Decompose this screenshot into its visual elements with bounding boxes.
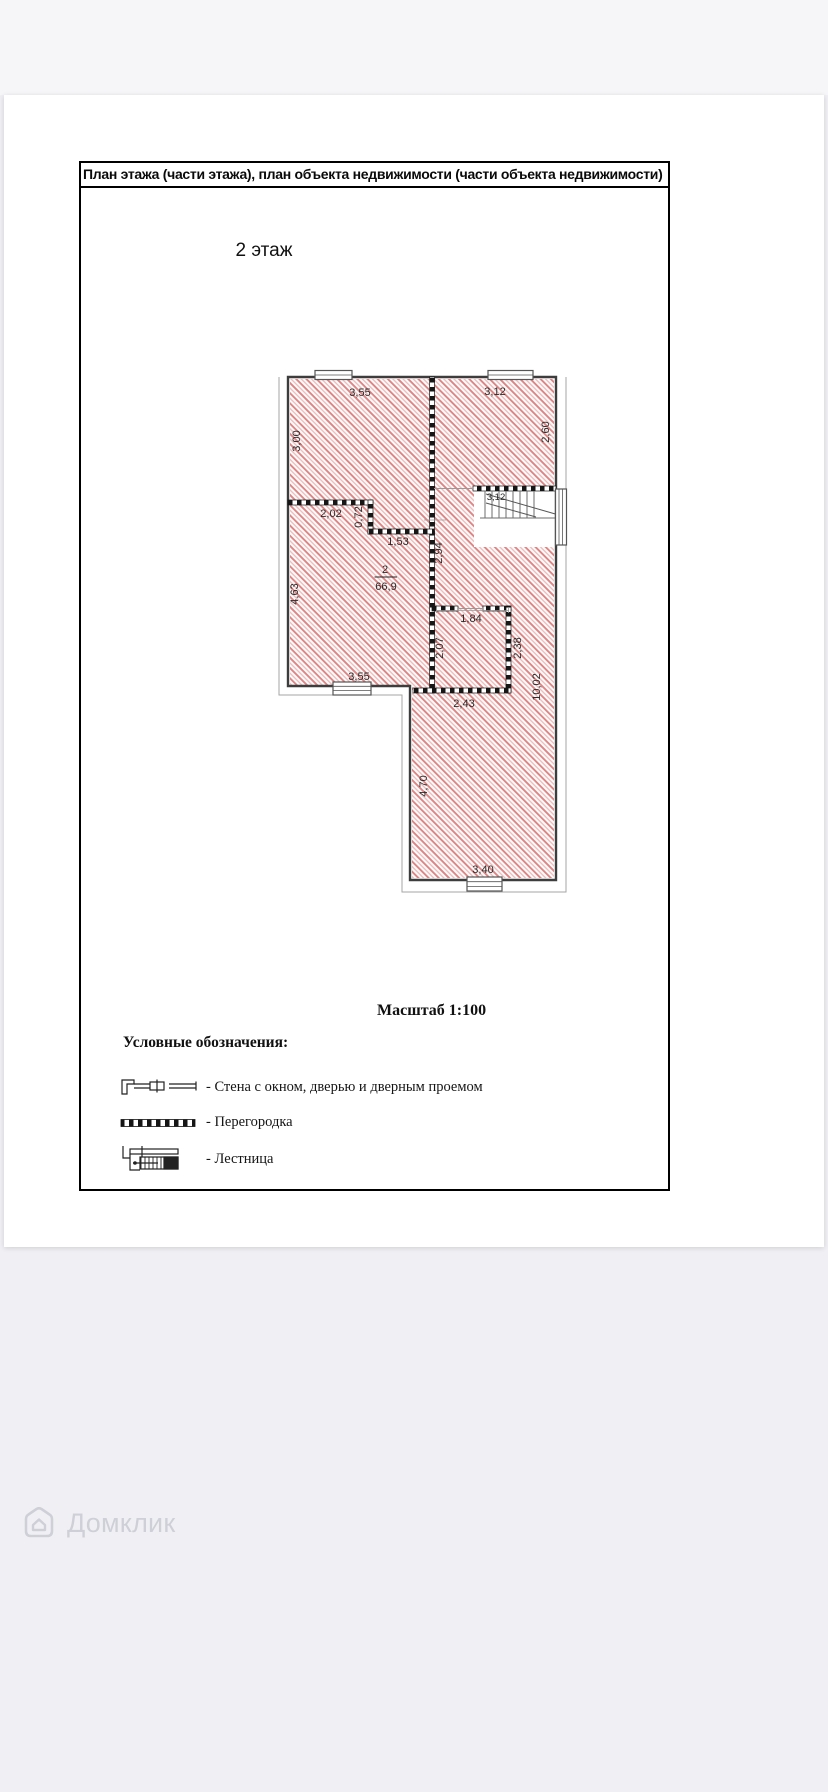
legend-item-label: - Лестница bbox=[206, 1150, 274, 1167]
dimension-label: 2,07 bbox=[434, 637, 446, 659]
dimension-label: 1,84 bbox=[460, 613, 482, 625]
dimension-label: 3,00 bbox=[291, 430, 303, 452]
room-area: 66,9 bbox=[375, 581, 397, 593]
hatched-floor-area bbox=[290, 379, 554, 878]
room-number: 2 bbox=[381, 564, 389, 576]
stairs-icon bbox=[120, 1144, 200, 1174]
wall-window-door-icon bbox=[120, 1078, 200, 1096]
dimension-label: 2,38 bbox=[512, 637, 524, 659]
dimension-label: 2,60 bbox=[540, 421, 552, 443]
house-logo-icon bbox=[20, 1504, 58, 1542]
dimension-label: 2,43 bbox=[453, 698, 475, 710]
dimension-label: 3,12 bbox=[486, 492, 506, 503]
partition-icon bbox=[120, 1117, 200, 1129]
dimension-label: 3,12 bbox=[484, 386, 506, 398]
dimension-label: 2,94 bbox=[433, 542, 445, 564]
dimension-label: 3,55 bbox=[349, 387, 371, 399]
dimension-label: 4,70 bbox=[418, 775, 430, 797]
dimension-label: 4,63 bbox=[289, 583, 301, 605]
brand-watermark bbox=[20, 1504, 175, 1542]
legend-title: Условные обозначения: bbox=[123, 1034, 289, 1051]
dimension-label: 3,40 bbox=[472, 864, 494, 876]
legend-item-partition bbox=[120, 1114, 293, 1131]
dimension-label: 1,53 bbox=[387, 536, 409, 548]
dimension-label: 3,55 bbox=[348, 671, 370, 683]
top-strip bbox=[0, 0, 828, 95]
floor-title: 2 этаж bbox=[235, 240, 293, 261]
brand-name: Домклик bbox=[67, 1507, 176, 1538]
dimension-label: 2,02 bbox=[320, 508, 342, 520]
legend-item-wall bbox=[120, 1078, 483, 1096]
floor-plan-drawing bbox=[270, 360, 580, 905]
dimension-label: 10,02 bbox=[531, 673, 543, 701]
scale-label: Масштаб 1:100 bbox=[377, 1002, 487, 1019]
document-header: План этажа (части этажа), план объекта недвижимости (части объекта недвижимости) bbox=[81, 163, 668, 188]
legend-item-label: - Стена с окном, дверью и дверным проемом bbox=[206, 1078, 483, 1095]
legend-item-label: - Перегородка bbox=[206, 1114, 293, 1130]
dimension-label: 0,72 bbox=[353, 506, 365, 528]
legend-item-stairs bbox=[120, 1144, 273, 1174]
